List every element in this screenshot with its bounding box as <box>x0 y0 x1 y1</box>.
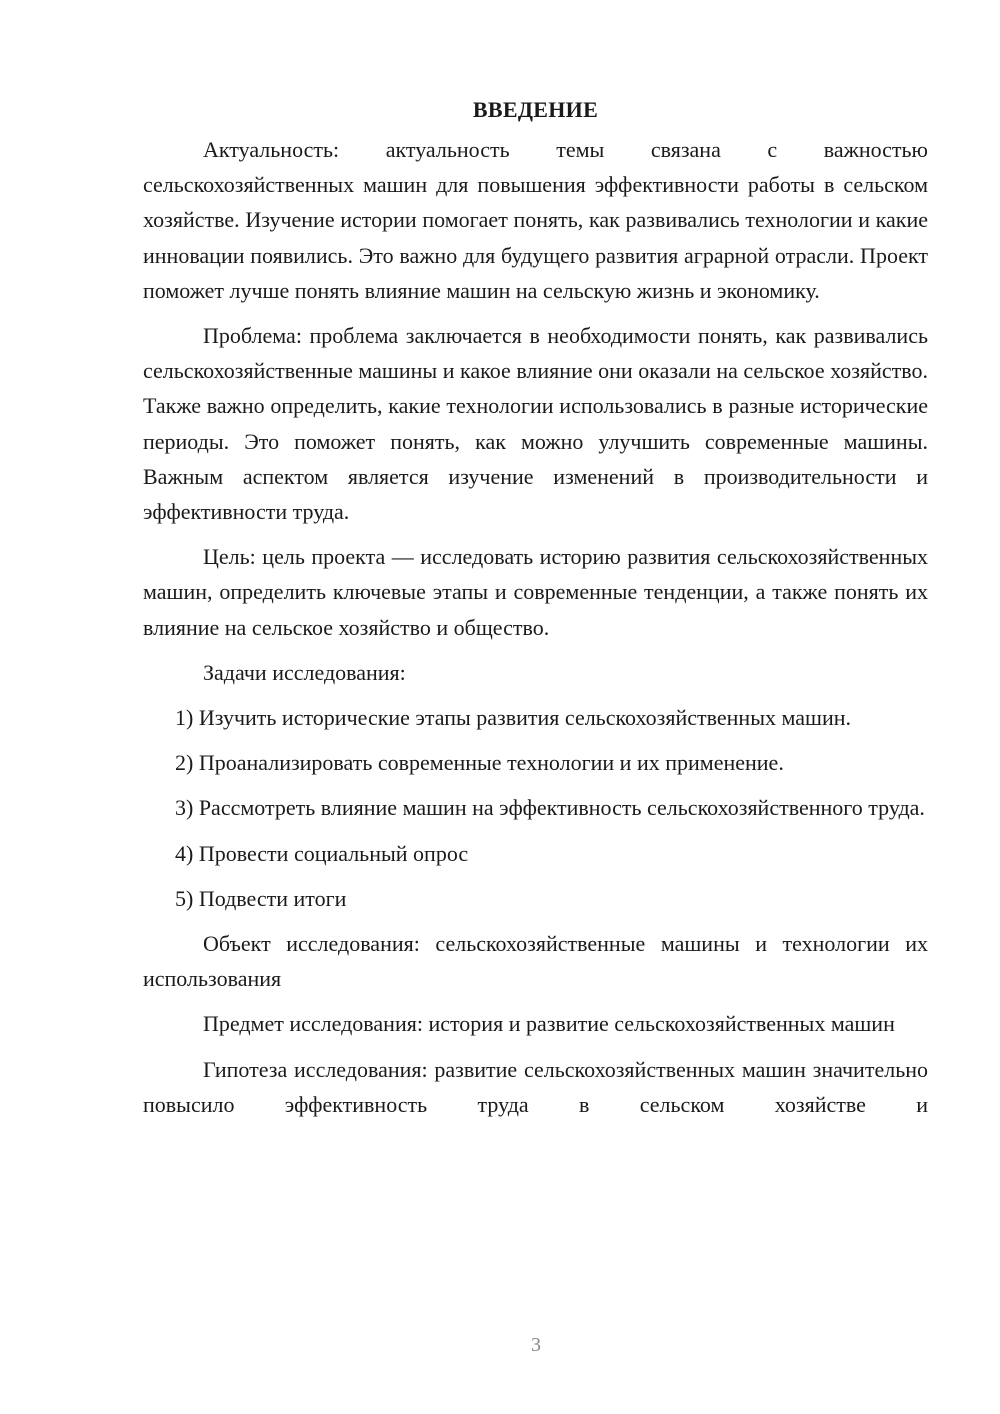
paragraph-tasks-heading: Задачи исследования: <box>203 659 406 685</box>
paragraph-subject: Предмет исследования: история и развитие сельскохозяйственных машин <box>203 1011 895 1037</box>
paragraph-goal: Цель: цель проекта — исследовать историю развития сельскохозяйственных машин, определить ключевые этапы и современные тенденции, а также понять их влияние на сельское хозяйство и общество. <box>143 544 928 640</box>
paragraph-problem: Проблема: проблема заключается в необходимости понять, как развивались сельскохозяйственные машины и какое влияние они оказали на сельское хозяйство. Также важно определить, какие технологии использовались в разные исторические периоды. Это поможет понять, как можно улучшить современные машины. Важным аспектом является изучение изменений в производительности и эффективности труда. <box>143 323 928 525</box>
section-title: ВВЕДЕНИЕ <box>472 97 599 122</box>
task-item-3: 3) Рассмотреть влияние машин на эффективность сельскохозяйственного труда. <box>175 795 925 821</box>
page-number: 3 <box>531 1334 541 1356</box>
page-content <box>143 92 928 1132</box>
task-item-2: 2) Проанализировать современные технологии и их применение. <box>175 750 784 776</box>
paragraph-relevance: Актуальность: актуальность темы связана с важностью сельскохозяйственных машин для повышения эффективности работы в сельском хозяйстве. Изучение истории помогает понять, как развивались технологии и какие инновации появились. Это важно для будущего развития аграрной отрасли. Проект поможет лучше понять влияние машин на сельскую жизнь и экономику. <box>143 137 928 303</box>
paragraph-object: Объект исследования: сельскохозяйственные машины и технологии их использования <box>143 931 928 992</box>
task-item-1: 1) Изучить исторические этапы развития сельскохозяйственных машин. <box>175 705 852 731</box>
task-item-4: 4) Провести социальный опрос <box>175 840 469 866</box>
task-item-5: 5) Подвести итоги <box>175 885 347 911</box>
paragraph-hypothesis: Гипотеза исследования: развитие сельскохозяйственных машин значительно повысило эффективность труда в сельском хозяйстве и <box>143 1056 928 1117</box>
